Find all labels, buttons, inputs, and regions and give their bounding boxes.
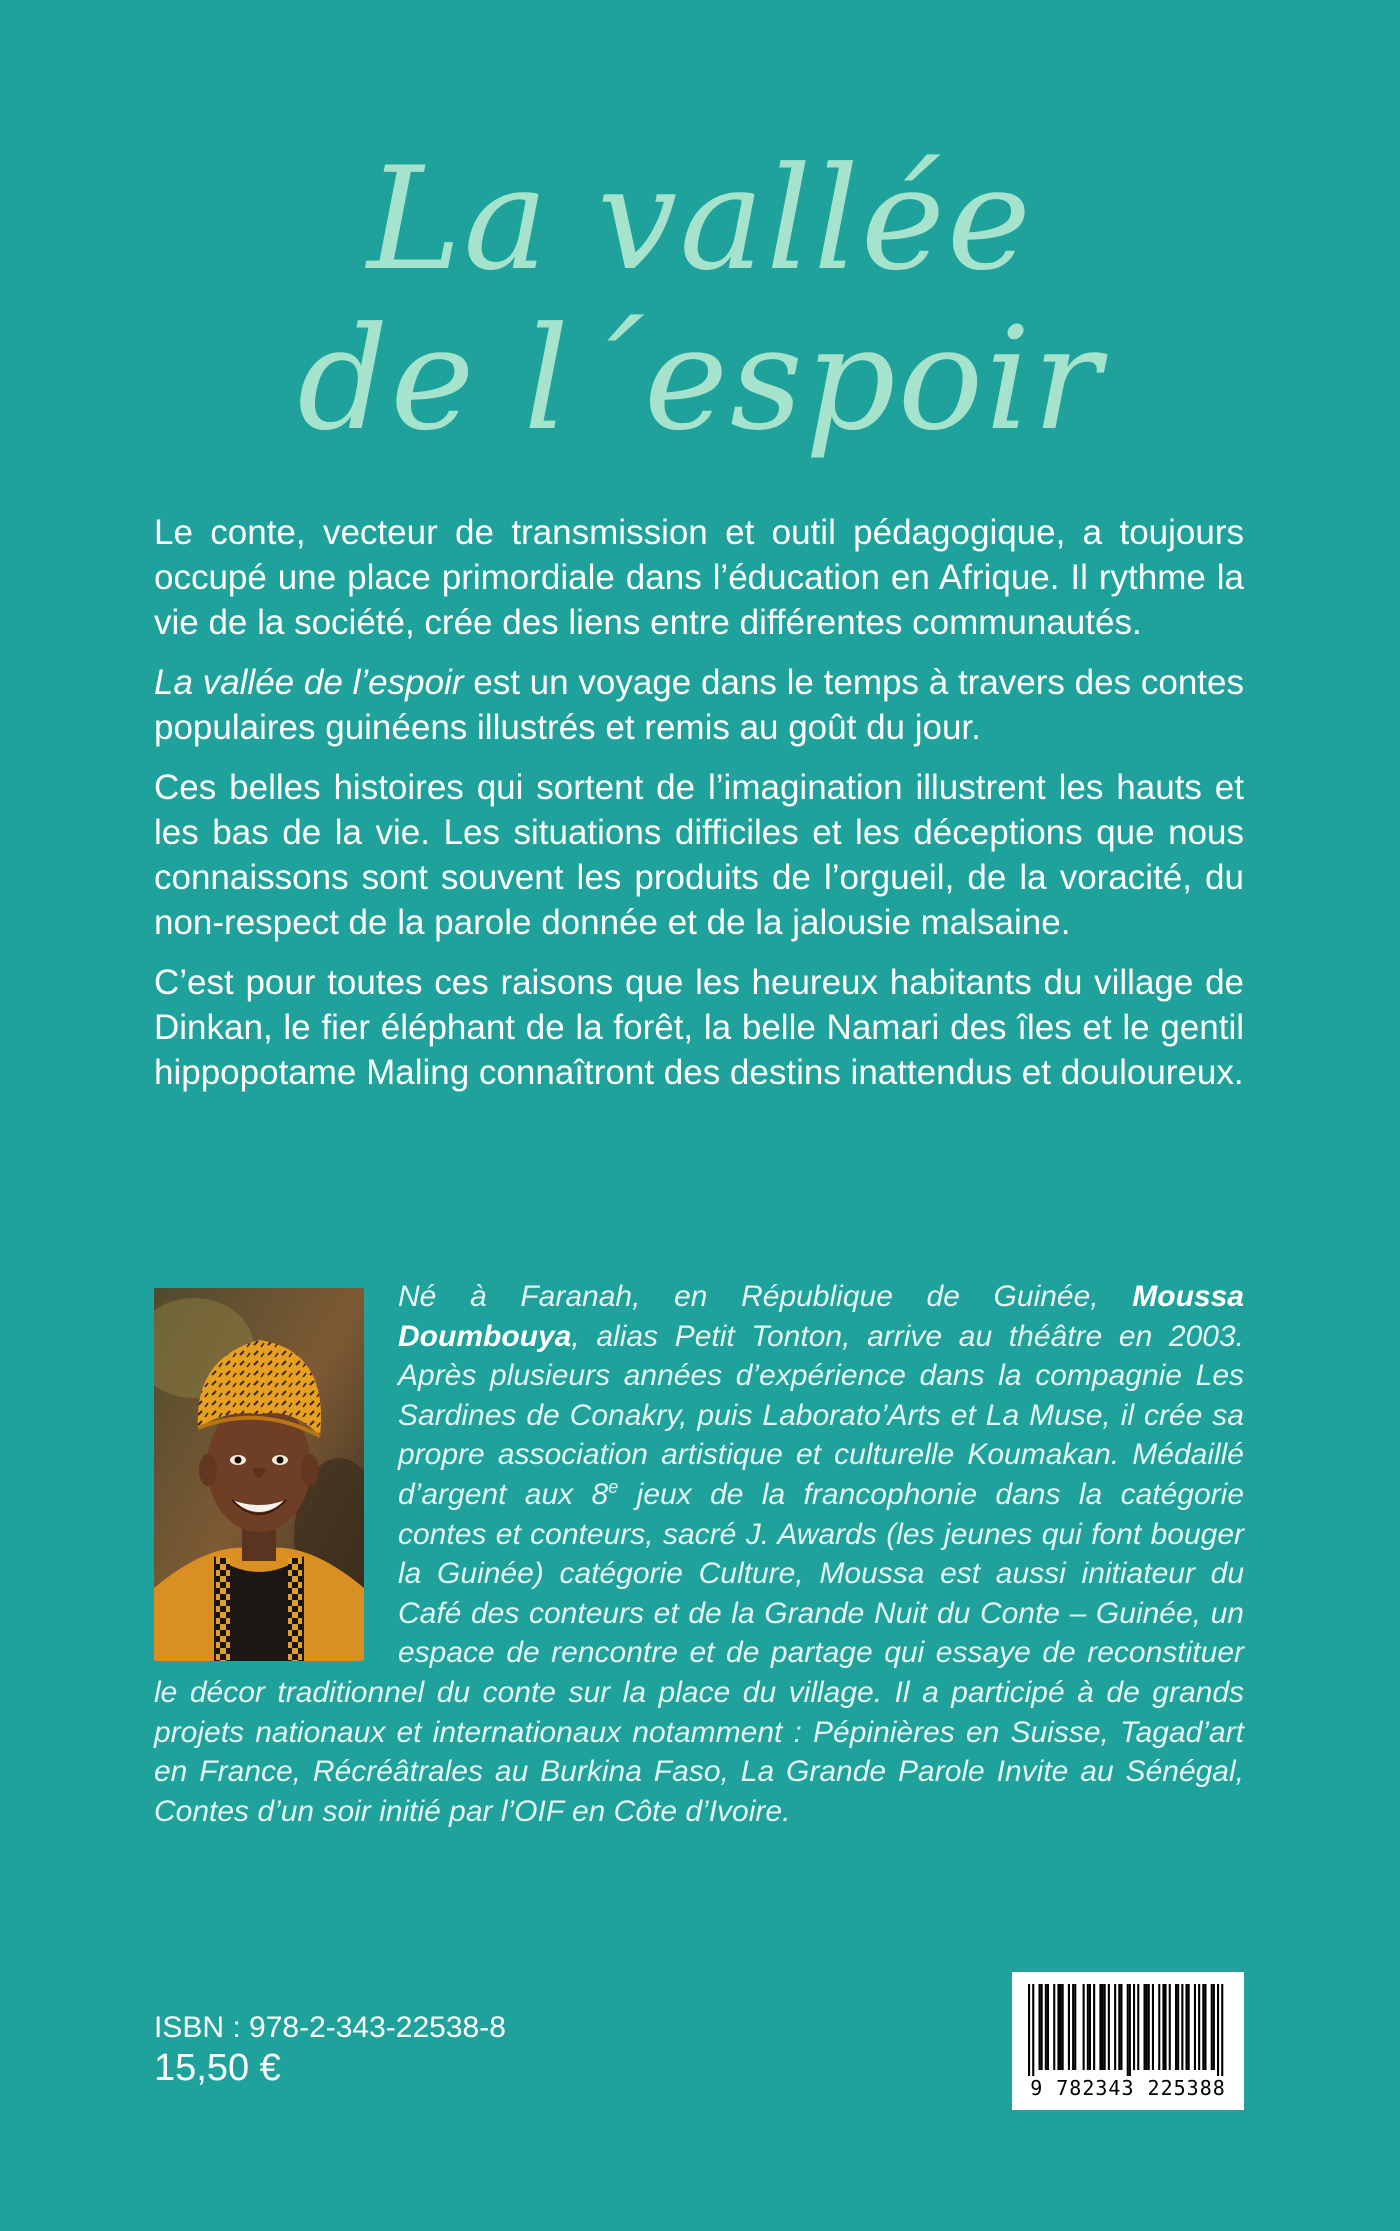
barcode-bar xyxy=(1068,1984,1070,2070)
synopsis-book-title: La vallée de l’espoir xyxy=(154,663,464,702)
synopsis-paragraph-1: Le conte, vecteur de transmission et outil pédagogique, a toujours occupé une place primordiale dans l’éducation en Afrique. Il rythme la vie de la société, crée des liens entre différentes communautés. xyxy=(154,513,1244,642)
barcode-bar xyxy=(1041,1984,1043,2070)
barcode-bar xyxy=(1152,1984,1154,2070)
barcode-bar xyxy=(1047,1984,1049,2070)
author-portrait-illustration xyxy=(154,1288,364,1661)
barcode-bar xyxy=(1072,1984,1074,2070)
bio-text-2: , alias Petit Tonton, arrive au théâtre en 2003. Après plusieurs années d’expérience dans la compagnie Les Sardines de Conakry, puis Laborato’Arts et La Muse, il crée sa propre association artistique et culturelle Koumakan. Médaillé d’argent aux 8 xyxy=(398,1319,1244,1511)
barcode-bar xyxy=(1099,1984,1101,2070)
barcode-bar xyxy=(1221,1984,1223,2076)
book-title-line-1: La vallée xyxy=(367,137,1033,302)
barcode-bar xyxy=(1093,1984,1095,2070)
book-title xyxy=(0,137,1400,462)
barcode-bar xyxy=(1102,1984,1104,2070)
barcode-bar xyxy=(1213,1984,1215,2070)
barcode-bar xyxy=(1129,1984,1131,2076)
synopsis-paragraph-4: C’est pour toutes ces raisons que les heureux habitants du village de Dinkan, le fier éléphant de la forêt, la belle Namari des îles et le gentil hippopotame Maling connaîtront des destins inattendus et douloureux. xyxy=(154,963,1244,1092)
barcode-bar xyxy=(1118,1984,1120,2070)
barcode-digits: 9 782343 225388 xyxy=(1030,2076,1226,2100)
barcode-bar xyxy=(1162,1984,1164,2070)
barcode-bar xyxy=(1074,1984,1076,2070)
author-photo xyxy=(154,1288,364,1661)
author-name: Moussa Doumbouya xyxy=(398,1280,1244,1353)
barcode-bar xyxy=(1188,1984,1190,2070)
synopsis-paragraph-2 xyxy=(154,660,1244,750)
barcode-bar xyxy=(1083,1984,1085,2070)
bio-text-1: Né à Faranah, en République de Guinée, xyxy=(398,1280,1133,1313)
barcode-bar xyxy=(1211,1984,1213,2070)
barcode-bar xyxy=(1217,1984,1219,2076)
barcode-bar xyxy=(1057,1984,1059,2070)
barcode-bar xyxy=(1146,1984,1148,2070)
barcode-bar xyxy=(1194,1984,1196,2070)
barcode-bar xyxy=(1062,1984,1064,2070)
barcode-bar xyxy=(1104,1984,1106,2070)
barcode-bar xyxy=(1198,1984,1200,2070)
bio-ordinal-suffix: e xyxy=(608,1476,619,1497)
isbn: ISBN : 978-2-343-22538-8 xyxy=(154,2011,506,2044)
synopsis-paragraph-3: Ces belles histoires qui sortent de l’imagination illustrent les hauts et les bas de la vie. Les situations difficiles et les déceptions que nous connaissons sont souvent les produits de l’orgueil, de la voracité, du non-respect de la parole donnée et de la jalousie malsaine. xyxy=(154,768,1244,942)
barcode-bar xyxy=(1181,1984,1183,2070)
barcode-bar xyxy=(1114,1984,1116,2070)
synopsis xyxy=(154,510,1244,1110)
barcode-bar xyxy=(1169,1984,1171,2070)
barcode xyxy=(1012,1972,1244,2110)
barcode-bar xyxy=(1137,1984,1139,2070)
barcode-bar xyxy=(1060,1984,1062,2070)
barcode-bar xyxy=(1127,1984,1129,2076)
barcode-bar xyxy=(1202,1984,1204,2070)
barcode-bar xyxy=(1148,1984,1150,2070)
barcode-bar xyxy=(1120,1984,1122,2070)
barcode-bar xyxy=(1204,1984,1206,2070)
barcode-bar xyxy=(1087,1984,1089,2070)
barcode-bar xyxy=(1039,1984,1041,2070)
book-title-line-2: de l´espoir xyxy=(297,297,1103,462)
barcode-bar xyxy=(1032,1984,1034,2076)
synopsis-paragraph-2-text: est un voyage dans le temps à travers des contes populaires guinéens illustrés et remis au goût du jour. xyxy=(154,663,1244,747)
barcode-bar xyxy=(1177,1984,1179,2070)
barcode-bar xyxy=(1175,1984,1177,2070)
author-bio xyxy=(154,1277,1244,1831)
barcode-bar xyxy=(1108,1984,1110,2070)
barcode-bar xyxy=(1053,1984,1055,2070)
barcode-bar xyxy=(1158,1984,1160,2070)
barcode-bar xyxy=(1028,1984,1030,2076)
barcode-bar xyxy=(1186,1984,1188,2070)
barcode-bar xyxy=(1089,1984,1091,2070)
barcode-bar xyxy=(1165,1984,1167,2070)
price: 15,50 € xyxy=(154,2047,281,2089)
barcode-bar xyxy=(1144,1984,1146,2070)
barcode-bar xyxy=(1133,1984,1135,2070)
barcode-bar xyxy=(1045,1984,1047,2070)
bio-text-3: jeux de la francophonie dans la catégorie contes et conteurs, sacré J. Awards (les jeunes qui font bouger la Guinée) catégorie Culture, Moussa est aussi initiateur du Café des conteurs et de la Grande Nuit du Conte – Guinée, un espace de rencontre et de partage qui essaye de reconstituer le décor traditionnel du conte sur la place du village. Il a participé à de grands projets nationaux et internationaux notamment : Pépinières en Suisse, Tagad’art en France, Récréâtrales au Burkina Faso, La Grande Parole Invite au Sénégal, Contes d’un soir initié par l’OIF en Côte d’Ivoire. xyxy=(154,1477,1244,1828)
